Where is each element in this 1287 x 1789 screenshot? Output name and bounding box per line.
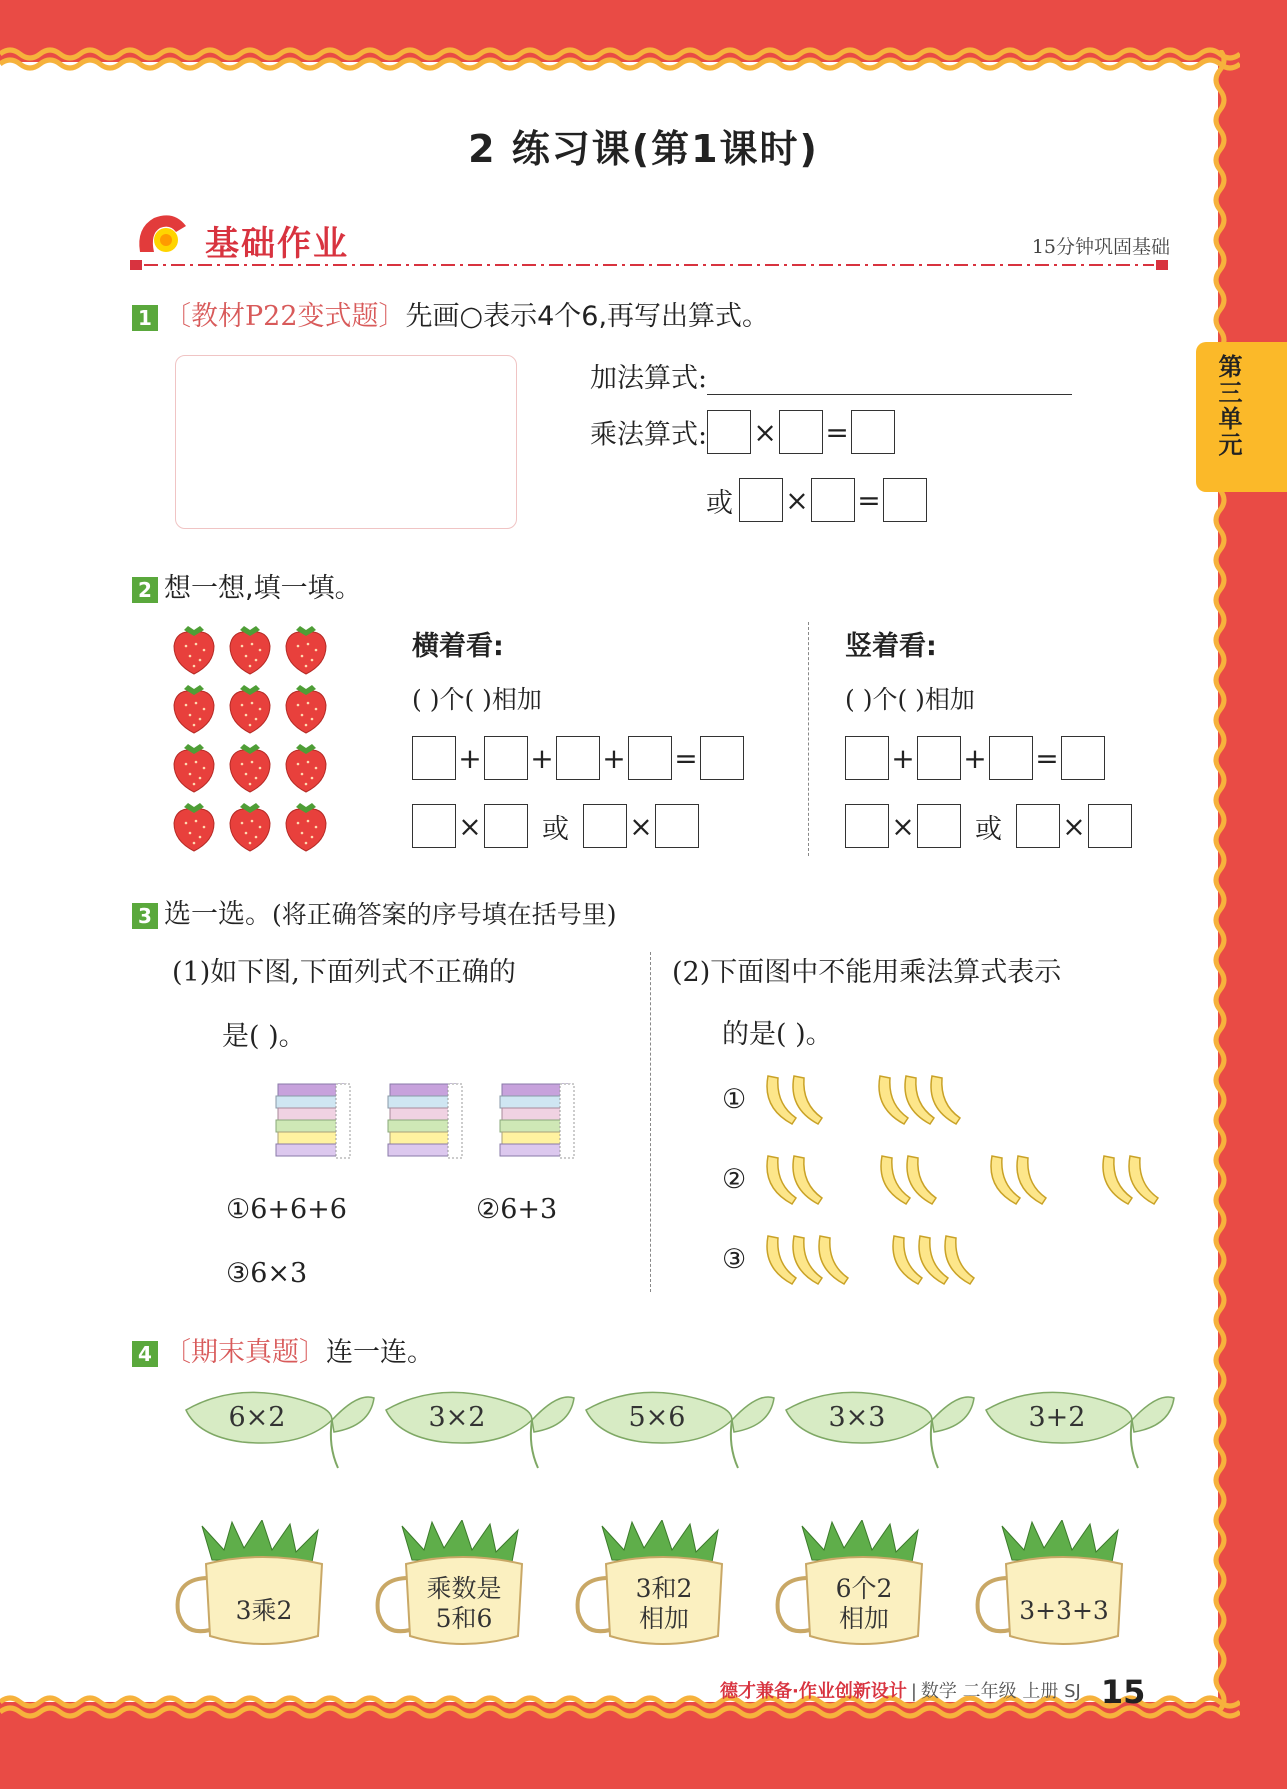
leaf-item[interactable] [182,1386,378,1470]
times-sign: × [458,809,482,843]
basket-label-line: 6个2 [835,1574,893,1603]
basket-label-line: 5和6 [435,1604,493,1633]
section-note: 15分钟巩固基础 [1031,236,1170,258]
q3-p1-option2[interactable]: ②6+3 [476,1194,558,1225]
times-sign: × [891,809,915,843]
q3-prompt [132,892,617,931]
q1-add-label: 加法算式: [590,363,708,394]
answer-box[interactable] [412,804,456,848]
times-sign: × [1062,809,1086,843]
q4-text: 连一连。 [326,1337,434,1368]
page-title: 2 练习课(第1课时) [468,127,819,171]
q3-p2-line1: (2)下面图中不能用乘法算式表示 [672,957,1062,988]
section-divider [130,258,1170,272]
plus-sign: + [602,741,626,775]
answer-box[interactable] [989,736,1033,780]
q3-p1-option1[interactable]: ①6+6+6 [226,1194,347,1225]
basket-label-line: 乘数是 [426,1574,502,1603]
leaf-item[interactable] [582,1386,778,1470]
answer-box[interactable] [917,804,961,848]
answer-box[interactable] [1088,804,1132,848]
answer-box[interactable] [883,478,927,522]
footer-brand: 德才兼备·作业创新设计 [720,1681,907,1702]
answer-box[interactable] [779,410,823,454]
basket-label-line: 相加 [838,1604,889,1633]
book-stacks [272,1076,584,1166]
q3-divider [650,952,651,1292]
leaf-item[interactable] [782,1386,978,1470]
answer-box[interactable] [845,804,889,848]
basket-item[interactable] [172,1520,352,1650]
leaf-item[interactable] [382,1386,578,1470]
q3-number: 3 [132,903,158,929]
q1-mul-row-alt [706,478,927,522]
leaf-item[interactable] [982,1386,1178,1470]
q1-or-label: 或 [706,487,733,519]
footer-info: 数学 二年级 上册 SJ [920,1681,1081,1702]
answer-box[interactable] [1061,736,1105,780]
basket-item[interactable] [572,1520,752,1650]
q3-p2-marker3[interactable]: ③ [722,1244,747,1275]
section-label: 基础作业 [205,224,349,264]
q2-number: 2 [132,577,158,603]
answer-box[interactable] [811,478,855,522]
q1-add-answer-line[interactable] [707,364,1072,395]
q3-p2-line2: 的是( )。 [722,1019,833,1050]
q2-horizontal-title: 横着看: [412,631,504,662]
answer-box[interactable] [556,736,600,780]
q3-p1-option3[interactable]: ③6×3 [226,1258,308,1289]
unit-side-tab [1196,342,1287,492]
times-sign: × [629,809,653,843]
q1-text: 先画○表示4个6,再写出算式。 [405,301,770,332]
strawberry-grid [170,620,340,860]
footer-separator: | [910,1681,917,1702]
q1-prompt [132,294,769,333]
q2-prompt [132,566,362,605]
equals-sign: = [825,415,849,449]
basket-item[interactable] [372,1520,552,1650]
q2-horizontal-mul-row [412,804,699,848]
equals-sign: = [1035,741,1059,775]
or-label: 或 [542,813,569,845]
q2-horizontal-sentence: ( )个( )相加 [412,685,542,714]
leaf-label: 6×2 [228,1402,286,1433]
page-footer [720,1673,1145,1711]
equals-sign: = [674,741,698,775]
q1-mul-row [590,410,895,454]
section-header [130,208,1170,268]
q1-number: 1 [132,305,158,331]
q3-note: (将正确答案的序号填在括号里) [272,900,617,929]
wavy-border-top [0,44,1240,80]
answer-box[interactable] [845,736,889,780]
basket-label [1008,1584,1120,1626]
q3-text: 选一选。 [164,899,272,930]
q4-tag: 〔期末真题〕 [164,1337,326,1368]
page-number: 15 [1100,1673,1146,1711]
or-label: 或 [975,813,1002,845]
answer-box[interactable] [1016,804,1060,848]
basket-label [808,1574,920,1634]
leaf-label: 5×6 [628,1402,686,1433]
q3-p1-line2: 是( )。 [222,1021,306,1052]
q2-vertical-sentence: ( )个( )相加 [845,685,975,714]
plus-sign: + [458,741,482,775]
answer-box[interactable] [739,478,783,522]
q1-mul-label: 乘法算式: [590,419,708,451]
basket-label-line: 相加 [638,1604,689,1633]
q1-drawing-area[interactable] [175,355,517,529]
answer-box[interactable] [484,804,528,848]
answer-box[interactable] [707,410,751,454]
answer-box[interactable] [628,736,672,780]
q3-p2-marker1[interactable]: ① [722,1084,747,1115]
q1-add-row [590,356,1072,395]
q3-p1-line1: (1)如下图,下面列式不正确的 [172,957,516,988]
bell-icon [130,208,196,264]
answer-box[interactable] [917,736,961,780]
basket-label [208,1584,320,1626]
leaf-label: 3×3 [828,1402,886,1433]
equals-sign: = [857,483,881,517]
q2-vertical-mul-row [845,804,1132,848]
basket-item[interactable] [772,1520,952,1650]
basket-label-line: 3+3+3 [1019,1596,1109,1625]
basket-label [608,1574,720,1634]
basket-label [408,1574,520,1634]
plus-sign: + [963,741,987,775]
answer-box[interactable] [583,804,627,848]
basket-label-line: 3乘2 [235,1596,293,1625]
q2-divider [808,622,809,856]
basket-label-line: 3和2 [635,1574,693,1603]
q3-p2-marker2[interactable]: ② [722,1164,747,1195]
banana-groups [760,1066,1180,1316]
answer-box[interactable] [484,736,528,780]
times-sign: × [785,483,809,517]
answer-box[interactable] [700,736,744,780]
q4-number: 4 [132,1341,158,1367]
q2-vertical-add-row [845,736,1105,780]
q4-prompt [132,1330,434,1369]
unit-side-tab-label: 第三单元 [1214,354,1242,458]
leaf-label: 3×2 [428,1402,486,1433]
leaf-label: 3+2 [1028,1402,1086,1433]
q1-tag: 〔教材P22变式题〕 [164,301,406,332]
wavy-border-right [1200,50,1240,1720]
q2-vertical-title: 竖着看: [845,631,937,662]
answer-box[interactable] [851,410,895,454]
plus-sign: + [530,741,554,775]
plus-sign: + [891,741,915,775]
q2-horizontal-add-row [412,736,744,780]
answer-box[interactable] [655,804,699,848]
q2-text: 想一想,填一填。 [164,573,362,604]
times-sign: × [753,415,777,449]
answer-box[interactable] [412,736,456,780]
basket-item[interactable] [972,1520,1152,1650]
